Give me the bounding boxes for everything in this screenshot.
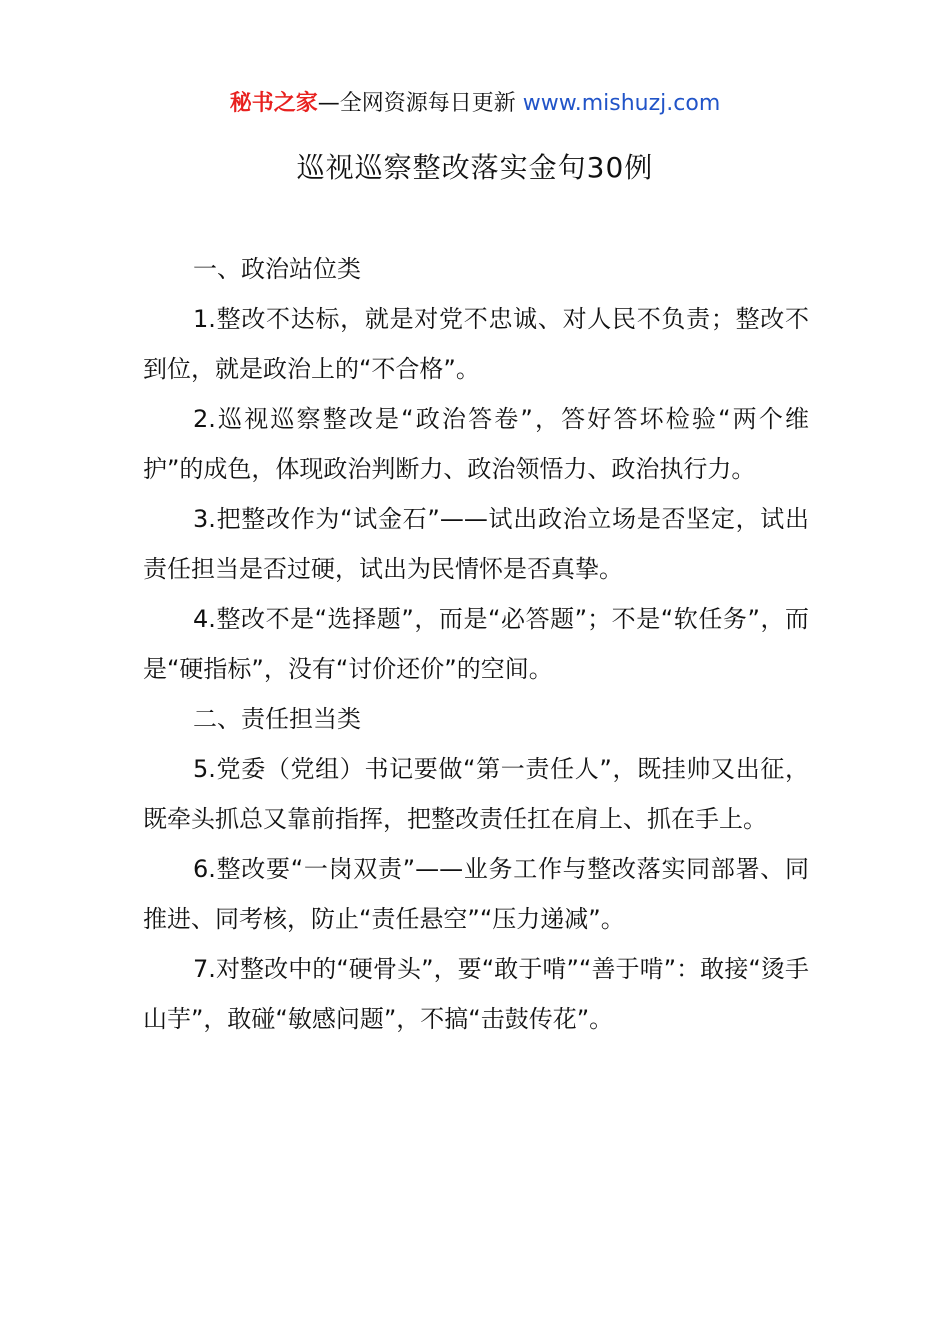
paragraph-6: 6.整改要“一岗双责”——业务工作与整改落实同部署、同推进、同考核，防止“责任悬空”“压力递减”。 [143,855,809,933]
section-heading-responsibility: 二、责任担当类 [193,705,361,733]
paragraph-4: 4.整改不是“选择题”，而是“必答题”；不是“软任务”，而是“硬指标”，没有“讨价还价”的空间。 [143,605,809,683]
header-tagline: —全网资源每日更新 [317,91,516,116]
paragraph-7: 7.对整改中的“硬骨头”，要“敢于啃”“善于啃”：敢接“烫手山芋”，敢碰“敏感问题”，不搞“击鼓传花”。 [143,955,809,1033]
paragraph-2: 2.巡视巡察整改是“政治答卷”，答好答坏检验“两个维护”的成色，体现政治判断力、政治领悟力、政治执行力。 [143,405,809,483]
document-body [143,244,809,1044]
paragraph-5: 5.党委（党组）书记要做“第一责任人”，既挂帅又出征，既牵头抓总又靠前指挥，把整改责任扛在肩上、抓在手上。 [143,755,809,833]
document-title: 巡视巡察整改落实金句30例 [296,151,654,184]
site-url-link[interactable]: www.mishuzj.com [522,91,721,116]
site-header [0,88,950,120]
paragraph-3: 3.把整改作为“试金石”——试出政治立场是否坚定，试出责任担当是否过硬，试出为民情怀是否真挚。 [143,505,809,583]
paragraph-1: 1.整改不达标，就是对党不忠诚、对人民不负责；整改不到位，就是政治上的“不合格”。 [143,305,809,383]
brand-name: 秘书之家 [229,91,318,116]
section-heading-political: 一、政治站位类 [193,255,361,283]
